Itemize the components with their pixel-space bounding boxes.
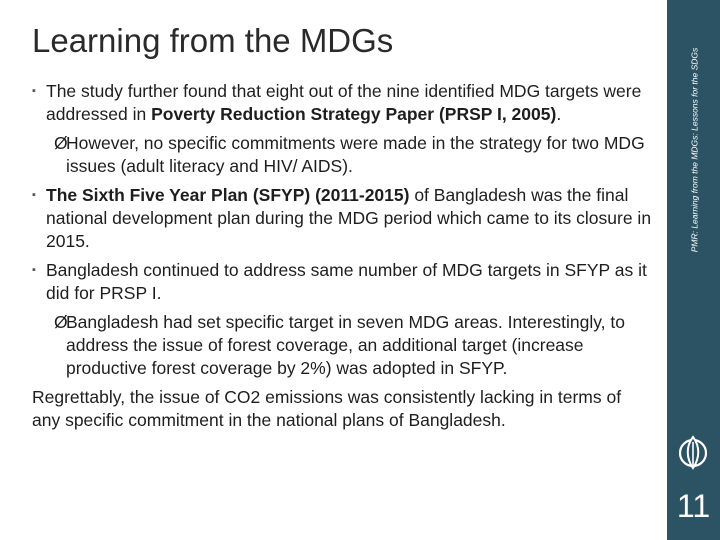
square-bullet-icon: ▪ [32,189,36,201]
bullet-bold-text: Poverty Reduction Strategy Paper (PRSP I, 2005) [151,104,557,124]
bullet-item [32,259,652,305]
bullet-item [32,184,652,253]
sub-bullet-text: Bangladesh had set specific target in seven MDG areas. Interestingly, to address the issue of forest coverage, an additional target (increase productive forest coverage by 2%) was adopted in SFYP. [66,312,626,378]
bullet-text-end: . [556,104,562,124]
bullet-text: Bangladesh continued to address same number of MDG targets in SFYP as it did for PRSP I. [46,260,647,303]
vertical-caption [665,0,720,300]
square-bullet-icon: ▪ [32,85,36,97]
page-number: 11 [676,488,711,524]
sub-bullet-item [32,132,652,178]
sub-bullet-item [32,311,652,380]
bullet-bold-text: The Sixth Five Year Plan (SFYP) (2011-2015) [46,185,410,205]
arrow-bullet-icon: Ø [54,133,68,153]
bullet-text: The study further found that eight out of the nine identified MDG targets were addressed in [46,81,642,124]
closing-paragraph: Regrettably, the issue of CO2 emissions was consistently lacking in terms of any specific commitment in the national plans of Bangladesh. [32,387,622,430]
slide-body [32,80,652,432]
bullet-item [32,80,652,126]
square-bullet-icon: ▪ [32,264,36,276]
sub-bullet-text: However, no specific commitments were made in the strategy for two MDG issues (adult literacy and HIV/ AIDS). [66,133,645,176]
arrow-bullet-icon: Ø [54,312,68,332]
side-caption-text: PMR: Learning from the MDGs: Lessons for the SDGs [689,47,699,253]
leaf-logo-icon [673,432,713,472]
slide-title: Learning from the MDGs [32,22,394,59]
bullet-text: of Bangladesh was the final national development plan during the MDG period which came to its closure in 2015. [46,185,652,251]
